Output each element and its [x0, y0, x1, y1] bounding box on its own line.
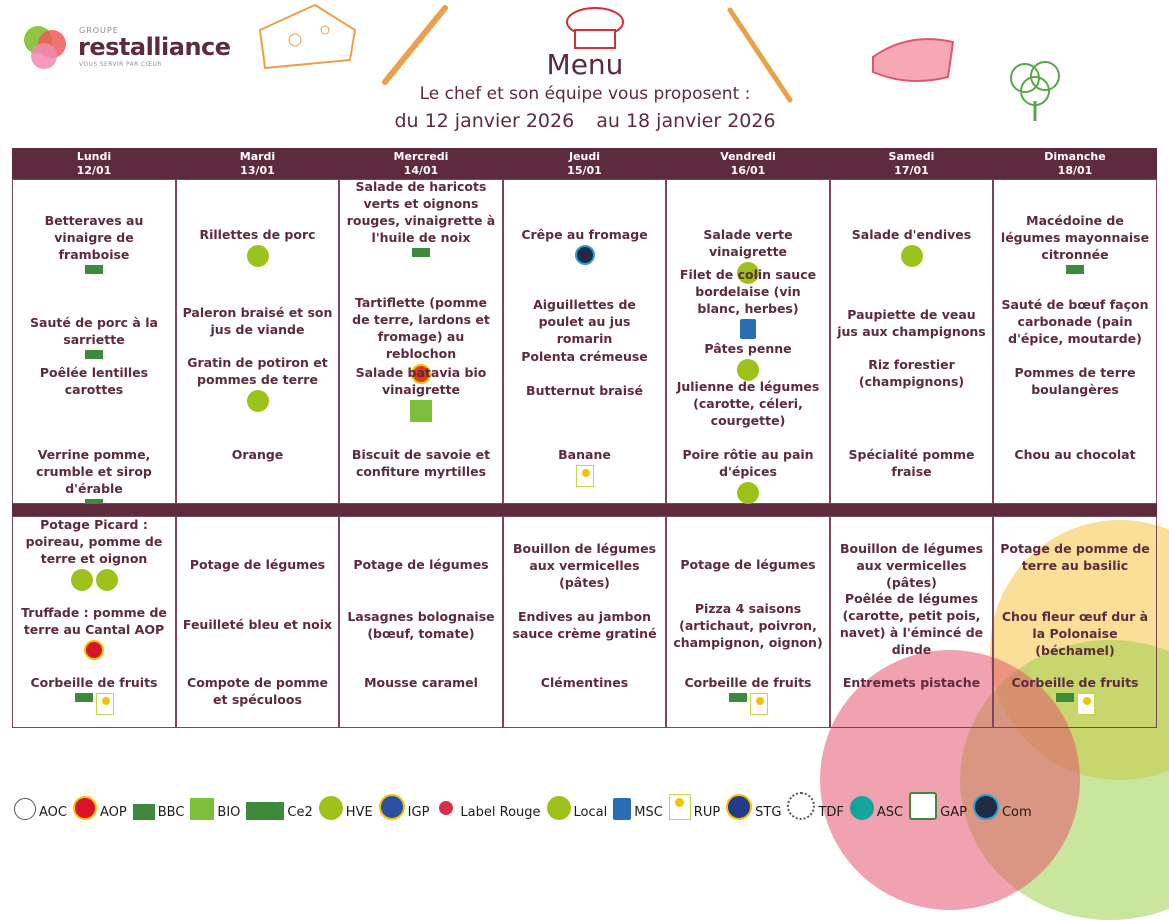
- lunch-dessert-mardi: [182, 446, 333, 463]
- label-badges: [509, 465, 660, 487]
- local-label-icon: [737, 482, 759, 504]
- day-header-samedi: [830, 148, 993, 179]
- local-label-icon: [247, 390, 269, 412]
- cheese-illustration: [255, 0, 360, 70]
- lunch-dessert-dimanche-text: Chou au chocolat: [1014, 447, 1136, 462]
- legend-label: ASC: [876, 805, 904, 820]
- lunch-side2-jeudi-text: Butternut braisé: [526, 383, 643, 398]
- label-badges: [182, 390, 333, 412]
- lunch-side-jeudi-text: Polenta crémeuse: [521, 349, 648, 364]
- lunch-starter-mercredi-text: Salade de haricots verts et oignons rouges, vinaigrette à l'huile de noix: [346, 179, 496, 245]
- lunch-dessert-lundi-text: Verrine pomme, crumble et sirop d'érable: [36, 447, 152, 496]
- msc-label-icon: [740, 319, 756, 339]
- day-date: 14/01: [403, 164, 439, 177]
- chef-hat-icon: [562, 4, 628, 52]
- page-subtitle: Le chef et son équipe vous proposent :: [419, 84, 751, 104]
- legend-label: TDF: [818, 805, 844, 820]
- day-header-jeudi: [503, 148, 666, 179]
- dinner-soup-dimanche-text: Potage de pomme de terre au basilic: [1000, 541, 1150, 573]
- dinner-dessert-mardi: [182, 674, 333, 708]
- dinner-dessert-vendredi-text: Corbeille de fruits: [684, 675, 812, 690]
- day-header-mercredi: [339, 148, 503, 179]
- lunch-dessert-vendredi: [672, 446, 824, 504]
- lunch-side-samedi: [836, 356, 987, 390]
- legend-item-msc: [613, 798, 663, 820]
- local-icon: [547, 796, 571, 820]
- day-date: 13/01: [240, 164, 275, 177]
- lunch-dessert-mercredi-text: Biscuit de savoie et confiture myrtilles: [351, 447, 491, 479]
- rup-label-icon: [1077, 693, 1095, 715]
- lunch-side-mardi-text: Gratin de potiron et pommes de terre: [187, 355, 328, 387]
- dinner-dessert-samedi-text: Entremets pistache: [842, 675, 981, 690]
- lunch-starter-vendredi-text: Salade verte vinaigrette: [703, 227, 793, 259]
- gap-icon: [909, 792, 937, 820]
- legend-item-label-rouge: [435, 798, 540, 820]
- aop-icon: [73, 796, 97, 820]
- dinner-soup-jeudi-text: Bouillon de légumes aux vermicelles (pâtes): [512, 541, 657, 590]
- dinner-main-vendredi: [672, 600, 824, 651]
- stg-icon: [726, 794, 752, 820]
- day-date: 12/01: [76, 164, 112, 177]
- dinner-soup-samedi-text: Bouillon de légumes aux vermicelles (pâtes): [839, 541, 984, 590]
- lunch-starter-samedi-text: Salade d'endives: [851, 227, 972, 242]
- lunch-side-mercredi-text: Salade batavia bio vinaigrette: [355, 365, 487, 397]
- legend-label: HVE: [345, 805, 373, 820]
- bbc-label-icon: [412, 248, 430, 257]
- brand-logo: [22, 24, 252, 74]
- lunch-side-vendredi: [672, 340, 824, 381]
- lunch-main-lundi: [18, 314, 170, 359]
- lunch-side-jeudi: [509, 348, 660, 365]
- label-badges: [18, 350, 170, 359]
- lunch-main-mardi-text: Paleron braisé et son jus de viande: [182, 305, 333, 337]
- legend-item-com: [973, 794, 1032, 820]
- lunch-starter-lundi-text: Betteraves au vinaigre de framboise: [44, 213, 144, 262]
- day-header-dimanche: [993, 148, 1157, 179]
- lunch-main-samedi: [836, 306, 987, 340]
- salmon-illustration: [868, 32, 958, 87]
- logo-tagline: VOUS SERVIR PAR CŒUR: [79, 61, 162, 68]
- dinner-soup-samedi: [836, 540, 987, 591]
- day-date: 16/01: [730, 164, 766, 177]
- rup-label-icon: [576, 465, 594, 487]
- dinner-soup-jeudi: [509, 540, 660, 591]
- lunch-starter-jeudi-text: Crêpe au fromage: [521, 227, 648, 242]
- bbc-label-icon: [85, 350, 103, 359]
- bbc-label-icon: [1066, 265, 1084, 274]
- msc-icon: [613, 798, 631, 820]
- legend-label: Local: [573, 805, 608, 820]
- legend-item-aoc: [14, 798, 67, 820]
- lunch-starter-mardi: [182, 226, 333, 267]
- rup-label-icon: [750, 693, 768, 715]
- lunch-starter-dimanche: [999, 212, 1151, 274]
- local-label-icon: [247, 245, 269, 267]
- logo-icon: [22, 24, 70, 70]
- lunch-starter-dimanche-text: Macédoine de légumes mayonnaise citronnée: [1000, 213, 1150, 262]
- dinner-dessert-mercredi-text: Mousse caramel: [364, 675, 478, 690]
- fair-label-icon: [575, 245, 595, 265]
- lunch-dessert-vendredi-text: Poire rôtie au pain d'épices: [682, 447, 814, 479]
- dinner-main-dimanche-text: Chou fleur œuf dur à la Polonaise (béchamel): [1001, 609, 1149, 658]
- bbc-label-icon: [75, 693, 93, 702]
- bio-icon: [190, 798, 214, 820]
- dinner-dessert-dimanche-text: Corbeille de fruits: [1011, 675, 1139, 690]
- dinner-dessert-jeudi: [509, 674, 660, 691]
- legend-label: MSC: [634, 805, 663, 820]
- lunch-starter-lundi: [18, 212, 170, 274]
- dinner-main-lundi: [18, 604, 170, 660]
- lunch-dinner-separator: [12, 504, 1157, 516]
- legend-item-hve: [319, 796, 373, 820]
- dinner-main-mercredi: [345, 608, 497, 642]
- rup-label-icon: [96, 693, 114, 715]
- title-block: [370, 48, 800, 136]
- dinner-dessert-lundi-text: Corbeille de fruits: [30, 675, 158, 690]
- lunch-main-vendredi: [672, 266, 824, 339]
- dinner-dessert-lundi: [18, 674, 170, 715]
- tdf-icon: [787, 792, 815, 820]
- legend-label: GAP: [940, 805, 967, 820]
- lunch-side-vendredi-text: Pâtes penne: [704, 341, 792, 356]
- lunch-starter-mardi-text: Rillettes de porc: [199, 227, 316, 242]
- ce2-icon: [246, 802, 284, 820]
- lunch-side2-vendredi-text: Julienne de légumes (carotte, céleri, courgette): [676, 379, 820, 428]
- dinner-main-samedi: [836, 590, 987, 658]
- lunch-dessert-jeudi: [509, 446, 660, 487]
- lunch-main-samedi-text: Paupiette de veau jus aux champignons: [837, 307, 986, 339]
- date-from: du 12 janvier 2026: [394, 110, 575, 132]
- dinner-main-mardi-text: Feuilleté bleu et noix: [182, 617, 333, 632]
- lunch-dessert-samedi-text: Spécialité pomme fraise: [848, 447, 975, 479]
- logo-groupe: GROUPE: [79, 26, 119, 35]
- dinner-main-mardi: [182, 616, 333, 633]
- legend-item-aop: [73, 796, 127, 820]
- dinner-dessert-vendredi: [672, 674, 824, 715]
- label-badges: [999, 265, 1151, 274]
- dinner-main-jeudi: [509, 608, 660, 642]
- dinner-soup-mercredi-text: Potage de légumes: [353, 557, 489, 572]
- hve-icon: [319, 796, 343, 820]
- menu-grid: [12, 148, 1157, 728]
- bbc-label-icon: [1056, 693, 1074, 702]
- lunch-side-mercredi: [345, 364, 497, 422]
- legend-item-igp: [379, 794, 430, 820]
- dinner-dessert-samedi: [836, 674, 987, 691]
- legend-label: RUP: [693, 805, 721, 820]
- lunch-side-dimanche: [999, 364, 1151, 398]
- label-badges: [345, 400, 497, 422]
- lunch-main-mercredi-text: Tartiflette (pomme de terre, lardons et fromage) au reblochon: [352, 295, 490, 361]
- legend-label: Com: [1001, 805, 1032, 820]
- dinner-dessert-mardi-text: Compote de pomme et spéculoos: [187, 675, 328, 707]
- dinner-soup-mercredi: [345, 556, 497, 573]
- label-badges: [182, 245, 333, 267]
- lunch-side-mardi: [182, 354, 333, 412]
- dinner-dessert-dimanche: [999, 674, 1151, 715]
- lunch-side-lundi: [18, 364, 170, 398]
- day-date: 17/01: [894, 164, 929, 177]
- aoc-icon: [14, 798, 36, 820]
- lunch-main-dimanche-text: Sauté de bœuf façon carbonade (pain d'épice, moutarde): [1001, 297, 1149, 346]
- label-badges: [18, 693, 170, 715]
- local-label-icon: [96, 569, 118, 591]
- lunch-side-dimanche-text: Pommes de terre boulangères: [1014, 365, 1136, 397]
- local-label-icon: [901, 245, 923, 267]
- dinner-soup-dimanche: [999, 540, 1151, 574]
- day-name: Dimanche: [1044, 150, 1106, 163]
- broccoli-illustration: [1000, 56, 1070, 126]
- lunch-dessert-dimanche: [999, 446, 1151, 463]
- label-badges: [672, 319, 824, 339]
- label-badges: [836, 245, 987, 267]
- label-badges: [18, 569, 170, 591]
- bbc-label-icon: [729, 693, 747, 702]
- legend-item-bbc: [133, 804, 185, 820]
- dinner-soup-vendredi: [672, 556, 824, 573]
- legend-label: IGP: [407, 805, 430, 820]
- dinner-soup-mardi-text: Potage de légumes: [189, 557, 326, 572]
- legend-item-gap: [909, 792, 967, 820]
- day-name: Samedi: [888, 150, 935, 163]
- day-name: Vendredi: [720, 150, 776, 163]
- aop-label-icon: [84, 640, 104, 660]
- label-badges: [509, 245, 660, 265]
- igp-icon: [379, 794, 405, 820]
- rup-icon: [669, 794, 691, 820]
- dinner-main-lundi-text: Truffade : pomme de terre au Cantal AOP: [21, 605, 167, 637]
- lunch-side2-jeudi: [509, 382, 660, 399]
- label-badges: [999, 693, 1151, 715]
- dinner-main-dimanche: [999, 608, 1151, 659]
- dinner-main-vendredi-text: Pizza 4 saisons (artichaut, poivron, champignon, oignon): [673, 601, 823, 650]
- lunch-side-samedi-text: Riz forestier (champignons): [858, 357, 965, 389]
- lunch-dessert-mercredi: [345, 446, 497, 480]
- page-title: Menu: [546, 48, 624, 81]
- legend-item-local: [547, 796, 608, 820]
- dinner-soup-lundi: [18, 516, 170, 591]
- lunch-dessert-jeudi-text: Banane: [558, 447, 611, 462]
- day-name: Lundi: [76, 150, 112, 163]
- dinner-dessert-mercredi: [345, 674, 497, 691]
- lunch-dessert-mardi-text: Orange: [231, 447, 284, 462]
- legend-item-asc: [850, 796, 903, 820]
- label-badges: [18, 265, 170, 274]
- day-name: Jeudi: [568, 150, 601, 163]
- label-badges: [345, 248, 497, 257]
- lunch-dessert-lundi: [18, 446, 170, 508]
- label-badges: [18, 640, 170, 660]
- day-header-mardi: [176, 148, 339, 179]
- date-to: au 18 janvier 2026: [596, 110, 776, 132]
- lunch-main-jeudi: [509, 296, 660, 347]
- day-date: 18/01: [1057, 164, 1093, 177]
- bbc-label-icon: [85, 265, 103, 274]
- label-legend: [14, 790, 1038, 820]
- dinner-soup-mardi: [182, 556, 333, 573]
- legend-item-ce2: [246, 802, 312, 820]
- lunch-starter-jeudi: [509, 226, 660, 265]
- local-label-icon: [71, 569, 93, 591]
- legend-item-rup: [669, 794, 720, 820]
- dinner-soup-lundi-text: Potage Picard : poireau, pomme de terre et oignon: [25, 517, 163, 566]
- day-name: Mardi: [239, 150, 276, 163]
- legend-label: Ce2: [287, 805, 313, 820]
- asc-icon: [850, 796, 874, 820]
- lunch-main-dimanche: [999, 296, 1151, 347]
- lunch-main-mardi: [182, 304, 333, 338]
- legend-item-bio: [190, 798, 240, 820]
- lunch-starter-mercredi: [345, 178, 497, 257]
- day-header-vendredi: [666, 148, 830, 179]
- legend-label: BIO: [217, 805, 241, 820]
- com-icon: [973, 794, 999, 820]
- day-date: 15/01: [567, 164, 602, 177]
- legend-label: AOP: [99, 805, 127, 820]
- lunch-side-lundi-text: Poêlée lentilles carottes: [39, 365, 149, 397]
- legend-label: AOC: [39, 805, 67, 820]
- date-range: [370, 106, 800, 136]
- label-badges: [672, 482, 824, 504]
- legend-label: Label Rouge: [460, 805, 541, 820]
- day-header-lundi: [12, 148, 176, 179]
- lunch-main-vendredi-text: Filet de colin sauce bordelaise (vin blanc, herbes): [679, 267, 817, 316]
- legend-label: STG: [755, 805, 782, 820]
- legend-item-tdf: [787, 792, 843, 820]
- lunch-dessert-samedi: [836, 446, 987, 480]
- dinner-main-samedi-text: Poêlée de légumes (carotte, petit pois, navet) à l'émincé de dinde: [839, 591, 984, 657]
- label-badges: [672, 693, 824, 715]
- lunch-starter-samedi: [836, 226, 987, 267]
- legend-item-stg: [726, 794, 781, 820]
- lr-icon: [435, 798, 457, 820]
- lunch-main-lundi-text: Sauté de porc à la sarriette: [30, 315, 158, 347]
- dinner-dessert-jeudi-text: Clémentines: [540, 675, 629, 690]
- legend-label: BBC: [157, 805, 185, 820]
- dinner-soup-vendredi-text: Potage de légumes: [680, 557, 816, 572]
- bbc-icon: [133, 804, 155, 820]
- lunch-side2-vendredi: [672, 378, 824, 429]
- day-name: Mercredi: [393, 150, 449, 163]
- dinner-main-jeudi-text: Endives au jambon sauce crème gratiné: [512, 609, 657, 641]
- bio-label-icon: [410, 400, 432, 422]
- logo-name: restalliance: [78, 33, 231, 61]
- dinner-main-mercredi-text: Lasagnes bolognaise (bœuf, tomate): [347, 609, 495, 641]
- lunch-main-jeudi-text: Aiguillettes de poulet au jus romarin: [533, 297, 636, 346]
